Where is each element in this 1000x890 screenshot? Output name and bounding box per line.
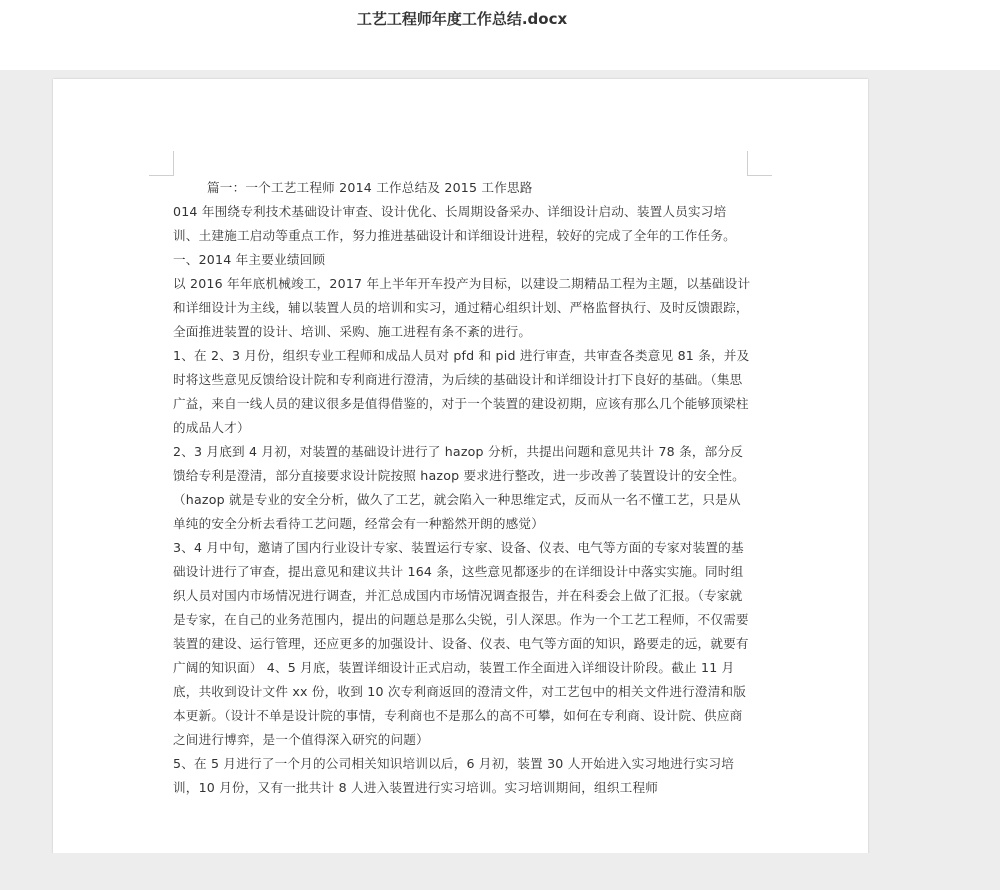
paragraph: 1、在 2、3 月份，组织专业工程师和成品人员对 pfd 和 pid 进行审查，共审查各类意见 81 条，并及时将这些意见反馈给设计院和专利商进行澄清，为后续的基础设计和详细设计打下良好的基础。（集思广益，来自一线人员的建议很多是值得借鉴的，对于一个装置的建设初期，应该有那么几个能够顶梁柱的成品人才）: [173, 348, 750, 435]
section-heading: 一、2014 年主要业绩回顾: [173, 252, 326, 267]
paragraph: 3、4 月中旬，邀请了国内行业设计专家、装置运行专家、设备、仪表、电气等方面的专家对装置的基础设计进行了审查，提出意见和建议共计 164 条，这些意见都逐步的在详细设计中落实实施。同时组织人员对国内市场情况进行调查，并汇总成国内市场情况调查报告，并在科委会上做了汇报。（专家就是专家，在自己的业务范围内，提出的问题总是那么尖锐，引人深思。作为一个工艺工程师，不仅需要装置的建设、运行管理，还应更多的加强设计、设备、仪表、电气等方面的知识，路要走的远，就要有广阔的知识面） 4、5 月底，装置详细设计正式启动，装置工作全面进入详细设计阶段。截止 11 月底，共收到设计文件 xx 份，收到 10 次专利商返回的澄清文件，对工艺包中的相关文件进行澄清和版本更新。（设计不单是设计院的事情，专利商也不是那么的高不可攀，如何在专利商、设计院、供应商之间进行博弈，是一个值得深入研究的问题）: [173, 540, 749, 747]
document-page[interactable]: [53, 79, 868, 879]
document-body: [173, 176, 751, 800]
bottom-bar: [0, 853, 1000, 890]
margin-corner-mark: [747, 151, 772, 176]
title-bar: [0, 0, 1000, 70]
paragraph: 014 年围绕专利技术基础设计审查、设计优化、长周期设备采办、详细设计启动、装置人员实习培训、土建施工启动等重点工作，努力推进基础设计和详细设计进程，较好的完成了全年的工作任务。: [173, 204, 736, 243]
paragraph: 5、在 5 月进行了一个月的公司相关知识培训以后，6 月初，装置 30 人开始进入实习地进行实习培训，10 月份，又有一批共计 8 人进入装置进行实习培训。实习培训期间，组织工程师: [173, 756, 735, 795]
document-heading: 篇一：一个工艺工程师 2014 工作总结及 2015 工作思路: [207, 180, 533, 195]
margin-corner-mark: [149, 151, 174, 176]
paragraph: 2、3 月底到 4 月初，对装置的基础设计进行了 hazop 分析，共提出问题和意见共计 78 条，部分反馈给专利是澄清，部分直接要求设计院按照 hazop 要求进行整改，进一步改善了装置设计的安全性。（hazop 就是专业的安全分析，做久了工艺，就会陷入一种思维定式，反而从一名不懂工艺，只是从单纯的安全分析去看待工艺问题，经常会有一种豁然开朗的感觉）: [173, 444, 745, 531]
paragraph: 以 2016 年年底机械竣工，2017 年上半年开车投产为目标，以建设二期精品工程为主题，以基础设计和详细设计为主线，辅以装置人员的培训和实习，通过精心组织计划、严格监督执行、及时反馈跟踪，全面推进装置的设计、培训、采购、施工进程有条不紊的进行。: [173, 276, 751, 339]
document-title: 工艺工程师年度工作总结.docx: [356, 10, 568, 28]
